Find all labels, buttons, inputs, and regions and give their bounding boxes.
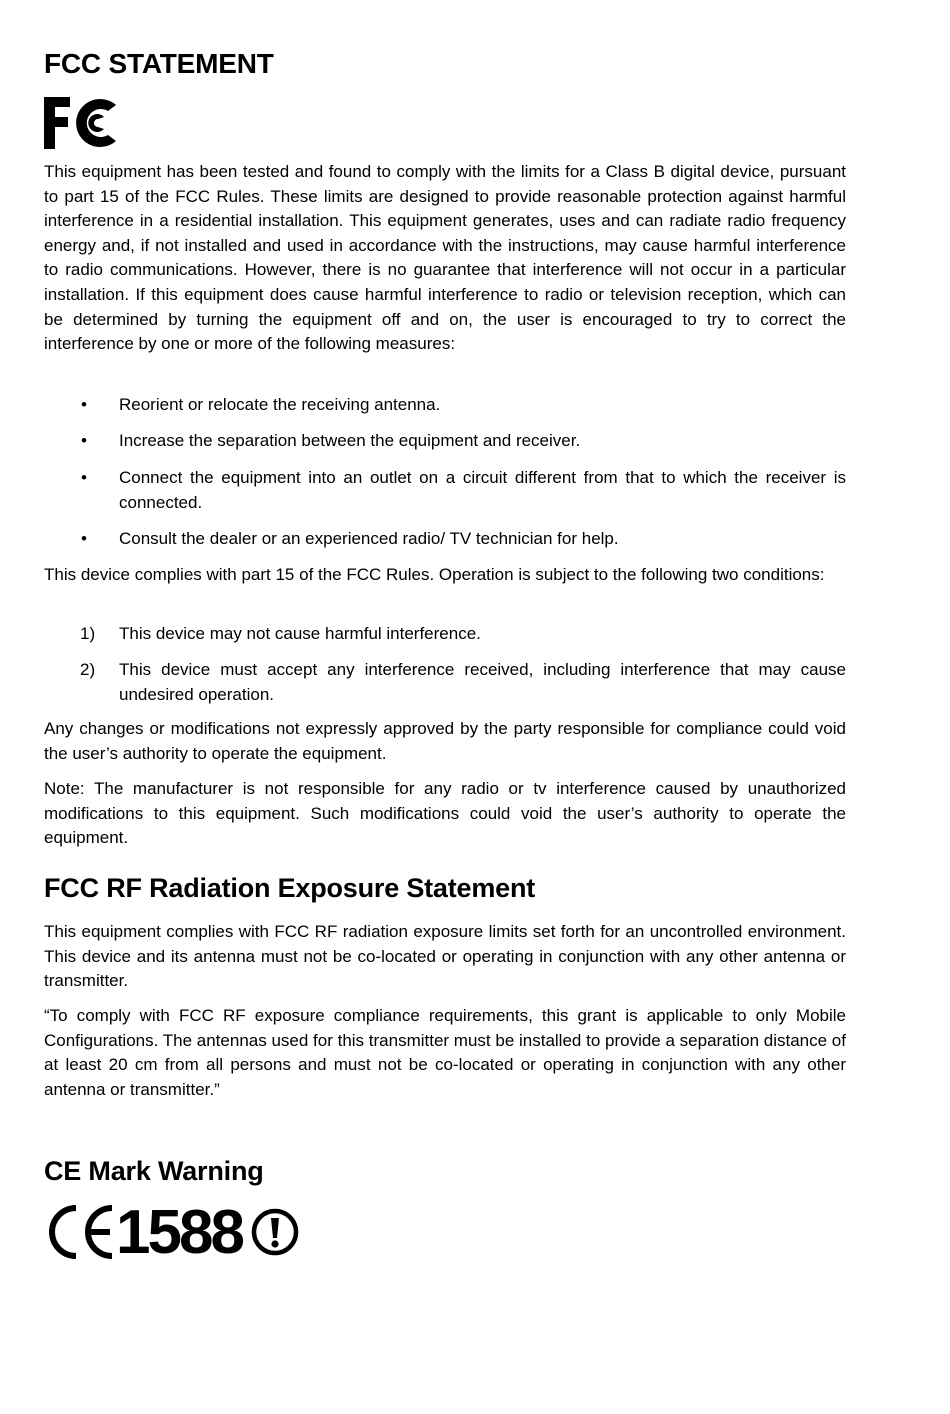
bullet-marker: •	[81, 431, 87, 450]
measure-item: • Increase the separation between the equipment and receiver.	[44, 429, 846, 454]
ce-heading: CE Mark Warning	[44, 1156, 264, 1186]
rf-paragraph-1: This equipment complies with FCC RF radiation exposure limits set forth for an uncontrolled environment. This device and its antenna must not be co-located or operating in conjunction with any other antenna or transmitter.	[44, 922, 846, 991]
condition-item: 1) This device may not cause harmful interference.	[44, 622, 846, 647]
bullet-marker: •	[81, 529, 87, 548]
condition-marker: 1)	[80, 624, 96, 643]
rf-paragraph-2: “To comply with FCC RF exposure compliance requirements, this grant is applicable to only Mobile Configurations. The antennas used for this transmitter must be installed to provide a separation distance of at least 20 cm from all persons and must not be co-located or operating in conjunction with any other antenna or transmitter.”	[44, 1006, 846, 1099]
fcc-heading: FCC STATEMENT	[44, 48, 274, 79]
condition-marker: 2)	[80, 660, 96, 679]
fcc-logo-icon	[44, 97, 118, 149]
ce-mark	[44, 1197, 300, 1267]
fcc-intro-paragraph: This equipment has been tested and found to comply with the limits for a Class B digital device, pursuant to part 15 of the FCC Rules. These limits are designed to provide reasonable protection against harmful interference in a residential installation. This equipment generates, uses and can radiate radio frequency energy and, if not installed and used in accordance with the instructions, may cause harmful interference to radio communications. However, there is no guarantee that interference will not occur in a particular installation. If this equipment does cause harmful interference to radio or television reception, which can be determined by turning the equipment off and on, the user is encouraged to try to correct the interference by one or more of the following measures:	[44, 162, 846, 354]
ce-mark-icon	[44, 1204, 116, 1260]
ce-notified-body-number: 1588	[116, 1197, 242, 1267]
measure-item: • Reorient or relocate the receiving antenna.	[44, 393, 846, 418]
alert-circle-icon	[250, 1207, 300, 1257]
bullet-marker: •	[81, 468, 87, 487]
compliance-paragraph: This device complies with part 15 of the FCC Rules. Operation is subject to the following two conditions:	[44, 565, 825, 584]
measure-item: • Connect the equipment into an outlet on a circuit different from that to which the receiver is connected.	[81, 468, 846, 512]
rf-heading: FCC RF Radiation Exposure Statement	[44, 873, 536, 903]
condition-item: 2) This device must accept any interference received, including interference that may cause undesired operation.	[80, 660, 846, 704]
measure-item: • Consult the dealer or an experienced radio/ TV technician for help.	[44, 527, 846, 552]
bullet-marker: •	[81, 395, 87, 414]
note-paragraph: Note: The manufacturer is not responsible for any radio or tv interference caused by unauthorized modifications to this equipment. Such modifications could void the user’s authority to operate the equipment.	[44, 779, 846, 848]
changes-paragraph: Any changes or modifications not expressly approved by the party responsible for compliance could void the user’s authority to operate the equipment.	[44, 719, 846, 763]
